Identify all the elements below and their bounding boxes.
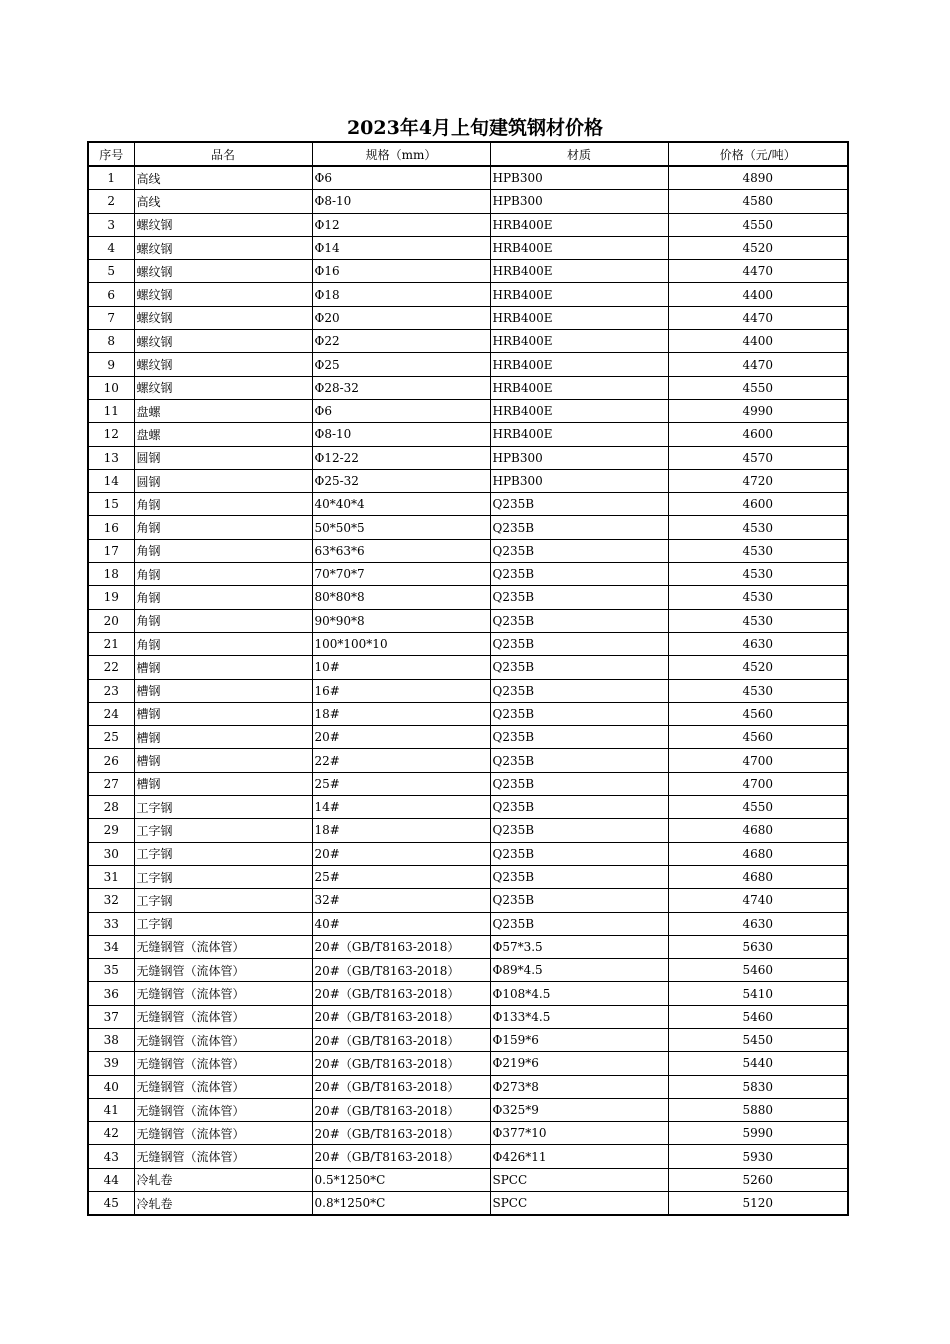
cell-seq: 28 [88, 796, 134, 819]
cell-material: HRB400E [490, 306, 668, 329]
table-row [88, 306, 848, 329]
cell-material: Φ133*4.5 [490, 1005, 668, 1028]
cell-name: 角钢 [134, 632, 312, 655]
table-row [88, 772, 848, 795]
cell-price: 4720 [668, 469, 848, 492]
table-row [88, 819, 848, 842]
cell-price: 4470 [668, 306, 848, 329]
cell-material: SPCC [490, 1192, 668, 1216]
cell-spec: 22# [312, 749, 490, 772]
table-row [88, 1028, 848, 1051]
cell-spec: 100*100*10 [312, 632, 490, 655]
cell-material: HRB400E [490, 353, 668, 376]
cell-seq: 13 [88, 446, 134, 469]
cell-spec: Φ6 [312, 166, 490, 190]
cell-price: 4630 [668, 912, 848, 935]
cell-price: 4570 [668, 446, 848, 469]
table-row [88, 236, 848, 259]
cell-price: 5260 [668, 1168, 848, 1191]
cell-material: Q235B [490, 819, 668, 842]
table-row [88, 1075, 848, 1098]
cell-name: 螺纹钢 [134, 260, 312, 283]
cell-material: Q235B [490, 679, 668, 702]
cell-name: 工字钢 [134, 796, 312, 819]
cell-seq: 26 [88, 749, 134, 772]
cell-spec: Φ12-22 [312, 446, 490, 469]
table-row [88, 353, 848, 376]
table-row [88, 726, 848, 749]
cell-price: 5830 [668, 1075, 848, 1098]
cell-material: Q235B [490, 586, 668, 609]
cell-name: 圆钢 [134, 446, 312, 469]
cell-name: 工字钢 [134, 912, 312, 935]
table-row [88, 469, 848, 492]
table-row [88, 1122, 848, 1145]
cell-seq: 34 [88, 935, 134, 958]
cell-seq: 9 [88, 353, 134, 376]
cell-seq: 21 [88, 632, 134, 655]
cell-material: HPB300 [490, 469, 668, 492]
cell-spec: 18# [312, 702, 490, 725]
cell-price: 4400 [668, 283, 848, 306]
table-row [88, 749, 848, 772]
table-row [88, 586, 848, 609]
cell-price: 4600 [668, 423, 848, 446]
table-row [88, 796, 848, 819]
cell-name: 角钢 [134, 563, 312, 586]
cell-spec: 90*90*8 [312, 609, 490, 632]
cell-name: 无缝钢管（流体管） [134, 982, 312, 1005]
cell-seq: 38 [88, 1028, 134, 1051]
cell-material: HRB400E [490, 260, 668, 283]
cell-price: 5630 [668, 935, 848, 958]
cell-price: 5450 [668, 1028, 848, 1051]
cell-seq: 29 [88, 819, 134, 842]
cell-spec: 20#（GB/T8163-2018） [312, 1075, 490, 1098]
cell-seq: 20 [88, 609, 134, 632]
cell-seq: 42 [88, 1122, 134, 1145]
cell-seq: 5 [88, 260, 134, 283]
cell-spec: 80*80*8 [312, 586, 490, 609]
cell-name: 螺纹钢 [134, 236, 312, 259]
cell-seq: 32 [88, 889, 134, 912]
table-row [88, 1098, 848, 1121]
cell-spec: 20# [312, 726, 490, 749]
cell-name: 无缝钢管（流体管） [134, 959, 312, 982]
cell-spec: 10# [312, 656, 490, 679]
cell-seq: 8 [88, 330, 134, 353]
cell-seq: 16 [88, 516, 134, 539]
cell-price: 4550 [668, 213, 848, 236]
cell-material: Φ377*10 [490, 1122, 668, 1145]
cell-name: 角钢 [134, 493, 312, 516]
table-row [88, 889, 848, 912]
cell-material: Φ108*4.5 [490, 982, 668, 1005]
cell-name: 槽钢 [134, 679, 312, 702]
cell-price: 4400 [668, 330, 848, 353]
cell-name: 角钢 [134, 516, 312, 539]
cell-price: 4560 [668, 726, 848, 749]
cell-price: 4530 [668, 563, 848, 586]
table-row [88, 912, 848, 935]
table-row [88, 213, 848, 236]
table-row [88, 399, 848, 422]
cell-price: 4470 [668, 260, 848, 283]
cell-name: 无缝钢管（流体管） [134, 1098, 312, 1121]
table-row [88, 1145, 848, 1168]
cell-seq: 45 [88, 1192, 134, 1216]
cell-spec: Φ8-10 [312, 190, 490, 213]
table-row [88, 982, 848, 1005]
table-row [88, 446, 848, 469]
cell-material: HPB300 [490, 166, 668, 190]
cell-seq: 25 [88, 726, 134, 749]
cell-price: 4530 [668, 516, 848, 539]
cell-price: 4680 [668, 865, 848, 888]
table-row [88, 166, 848, 190]
cell-name: 角钢 [134, 539, 312, 562]
cell-material: HRB400E [490, 376, 668, 399]
table-row [88, 330, 848, 353]
cell-price: 5460 [668, 1005, 848, 1028]
cell-spec: 25# [312, 865, 490, 888]
cell-price: 4680 [668, 842, 848, 865]
cell-seq: 12 [88, 423, 134, 446]
table-row [88, 423, 848, 446]
cell-spec: 40# [312, 912, 490, 935]
table-row [88, 1168, 848, 1191]
cell-price: 4580 [668, 190, 848, 213]
cell-name: 无缝钢管（流体管） [134, 1145, 312, 1168]
cell-seq: 41 [88, 1098, 134, 1121]
cell-name: 无缝钢管（流体管） [134, 935, 312, 958]
cell-seq: 36 [88, 982, 134, 1005]
cell-spec: Φ12 [312, 213, 490, 236]
cell-price: 4990 [668, 399, 848, 422]
table-row [88, 493, 848, 516]
cell-seq: 2 [88, 190, 134, 213]
table-row [88, 190, 848, 213]
cell-name: 工字钢 [134, 865, 312, 888]
cell-spec: 0.5*1250*C [312, 1168, 490, 1191]
cell-seq: 22 [88, 656, 134, 679]
cell-spec: Φ6 [312, 399, 490, 422]
cell-seq: 3 [88, 213, 134, 236]
cell-name: 冷轧卷 [134, 1168, 312, 1191]
cell-material: Q235B [490, 726, 668, 749]
cell-name: 螺纹钢 [134, 306, 312, 329]
table-row [88, 1192, 848, 1216]
cell-name: 盘螺 [134, 423, 312, 446]
cell-name: 工字钢 [134, 819, 312, 842]
cell-material: Q235B [490, 865, 668, 888]
cell-seq: 30 [88, 842, 134, 865]
table-row [88, 935, 848, 958]
cell-material: Q235B [490, 609, 668, 632]
cell-name: 盘螺 [134, 399, 312, 422]
header-name: 品名 [134, 142, 312, 166]
cell-seq: 19 [88, 586, 134, 609]
cell-spec: Φ16 [312, 260, 490, 283]
cell-name: 角钢 [134, 609, 312, 632]
cell-material: Q235B [490, 912, 668, 935]
cell-name: 槽钢 [134, 726, 312, 749]
cell-spec: 20#（GB/T8163-2018） [312, 982, 490, 1005]
cell-spec: 20#（GB/T8163-2018） [312, 1145, 490, 1168]
cell-material: Φ426*11 [490, 1145, 668, 1168]
table-header-row [88, 142, 848, 166]
cell-seq: 33 [88, 912, 134, 935]
cell-material: Φ325*9 [490, 1098, 668, 1121]
cell-name: 螺纹钢 [134, 213, 312, 236]
cell-seq: 37 [88, 1005, 134, 1028]
page-title: 2023年4月上旬建筑钢材价格 [346, 117, 604, 139]
table-row [88, 516, 848, 539]
cell-material: Q235B [490, 632, 668, 655]
cell-material: HRB400E [490, 399, 668, 422]
cell-material: Φ273*8 [490, 1075, 668, 1098]
cell-seq: 15 [88, 493, 134, 516]
cell-material: HRB400E [490, 236, 668, 259]
cell-seq: 1 [88, 166, 134, 190]
cell-material: Φ57*3.5 [490, 935, 668, 958]
cell-name: 槽钢 [134, 702, 312, 725]
cell-spec: 20# [312, 842, 490, 865]
table-row [88, 679, 848, 702]
cell-price: 5990 [668, 1122, 848, 1145]
cell-seq: 44 [88, 1168, 134, 1191]
cell-material: Q235B [490, 493, 668, 516]
cell-seq: 4 [88, 236, 134, 259]
cell-spec: 20#（GB/T8163-2018） [312, 959, 490, 982]
cell-spec: 20#（GB/T8163-2018） [312, 935, 490, 958]
cell-seq: 6 [88, 283, 134, 306]
table-body [88, 166, 848, 1215]
cell-price: 4740 [668, 889, 848, 912]
table-row [88, 260, 848, 283]
table-row [88, 842, 848, 865]
cell-name: 角钢 [134, 586, 312, 609]
table-row [88, 865, 848, 888]
cell-material: Φ89*4.5 [490, 959, 668, 982]
cell-price: 4680 [668, 819, 848, 842]
cell-name: 冷轧卷 [134, 1192, 312, 1216]
cell-material: Q235B [490, 842, 668, 865]
cell-name: 螺纹钢 [134, 283, 312, 306]
header-material: 材质 [490, 142, 668, 166]
cell-seq: 10 [88, 376, 134, 399]
table-row [88, 563, 848, 586]
cell-seq: 35 [88, 959, 134, 982]
cell-name: 槽钢 [134, 749, 312, 772]
cell-price: 4530 [668, 539, 848, 562]
cell-spec: 25# [312, 772, 490, 795]
cell-spec: 20#（GB/T8163-2018） [312, 1028, 490, 1051]
cell-material: Q235B [490, 539, 668, 562]
table-row [88, 702, 848, 725]
cell-spec: 70*70*7 [312, 563, 490, 586]
cell-seq: 7 [88, 306, 134, 329]
cell-seq: 39 [88, 1052, 134, 1075]
table-row [88, 539, 848, 562]
cell-name: 无缝钢管（流体管） [134, 1005, 312, 1028]
cell-name: 槽钢 [134, 656, 312, 679]
cell-name: 螺纹钢 [134, 353, 312, 376]
cell-spec: 63*63*6 [312, 539, 490, 562]
table-row [88, 632, 848, 655]
cell-price: 4700 [668, 772, 848, 795]
cell-name: 无缝钢管（流体管） [134, 1075, 312, 1098]
cell-name: 槽钢 [134, 772, 312, 795]
cell-material: HRB400E [490, 423, 668, 446]
cell-material: Q235B [490, 516, 668, 539]
cell-name: 螺纹钢 [134, 330, 312, 353]
cell-material: SPCC [490, 1168, 668, 1191]
cell-price: 4700 [668, 749, 848, 772]
cell-price: 5460 [668, 959, 848, 982]
cell-price: 4530 [668, 586, 848, 609]
cell-seq: 40 [88, 1075, 134, 1098]
header-seq: 序号 [88, 142, 134, 166]
cell-price: 4520 [668, 236, 848, 259]
cell-material: Φ219*6 [490, 1052, 668, 1075]
cell-seq: 24 [88, 702, 134, 725]
cell-spec: Φ28-32 [312, 376, 490, 399]
cell-price: 4470 [668, 353, 848, 376]
cell-spec: Φ22 [312, 330, 490, 353]
cell-material: Q235B [490, 656, 668, 679]
cell-seq: 27 [88, 772, 134, 795]
cell-spec: Φ14 [312, 236, 490, 259]
cell-price: 4520 [668, 656, 848, 679]
cell-price: 4550 [668, 376, 848, 399]
cell-spec: 20#（GB/T8163-2018） [312, 1122, 490, 1145]
cell-seq: 31 [88, 865, 134, 888]
cell-price: 5120 [668, 1192, 848, 1216]
table-row [88, 656, 848, 679]
table-row [88, 959, 848, 982]
cell-material: Q235B [490, 702, 668, 725]
cell-material: Φ159*6 [490, 1028, 668, 1051]
cell-spec: 14# [312, 796, 490, 819]
cell-material: HRB400E [490, 330, 668, 353]
cell-spec: 18# [312, 819, 490, 842]
cell-spec: Φ18 [312, 283, 490, 306]
cell-price: 4890 [668, 166, 848, 190]
cell-material: HRB400E [490, 213, 668, 236]
cell-material: Q235B [490, 749, 668, 772]
cell-spec: 20#（GB/T8163-2018） [312, 1098, 490, 1121]
cell-name: 无缝钢管（流体管） [134, 1122, 312, 1145]
cell-spec: 20#（GB/T8163-2018） [312, 1005, 490, 1028]
cell-spec: 0.8*1250*C [312, 1192, 490, 1216]
cell-name: 圆钢 [134, 469, 312, 492]
cell-price: 4560 [668, 702, 848, 725]
cell-material: HPB300 [490, 446, 668, 469]
cell-seq: 23 [88, 679, 134, 702]
price-table [87, 141, 849, 1216]
cell-seq: 14 [88, 469, 134, 492]
cell-spec: 32# [312, 889, 490, 912]
header-price: 价格（元/吨） [668, 142, 848, 166]
cell-price: 5930 [668, 1145, 848, 1168]
cell-name: 无缝钢管（流体管） [134, 1052, 312, 1075]
cell-name: 工字钢 [134, 842, 312, 865]
cell-seq: 18 [88, 563, 134, 586]
cell-material: Q235B [490, 889, 668, 912]
table-row [88, 376, 848, 399]
header-spec: 规格（mm） [312, 142, 490, 166]
cell-name: 无缝钢管（流体管） [134, 1028, 312, 1051]
cell-price: 4630 [668, 632, 848, 655]
cell-seq: 43 [88, 1145, 134, 1168]
cell-spec: 20#（GB/T8163-2018） [312, 1052, 490, 1075]
cell-material: Q235B [490, 563, 668, 586]
cell-spec: Φ8-10 [312, 423, 490, 446]
cell-price: 4530 [668, 609, 848, 632]
cell-spec: Φ25 [312, 353, 490, 376]
cell-spec: Φ25-32 [312, 469, 490, 492]
table-row [88, 1005, 848, 1028]
cell-spec: 16# [312, 679, 490, 702]
cell-name: 工字钢 [134, 889, 312, 912]
cell-price: 5410 [668, 982, 848, 1005]
cell-price: 5440 [668, 1052, 848, 1075]
cell-material: Q235B [490, 772, 668, 795]
cell-price: 5880 [668, 1098, 848, 1121]
cell-name: 螺纹钢 [134, 376, 312, 399]
cell-material: HRB400E [490, 283, 668, 306]
cell-name: 高线 [134, 190, 312, 213]
cell-name: 高线 [134, 166, 312, 190]
cell-seq: 17 [88, 539, 134, 562]
table-row [88, 609, 848, 632]
cell-material: HPB300 [490, 190, 668, 213]
cell-price: 4550 [668, 796, 848, 819]
cell-material: Q235B [490, 796, 668, 819]
table-row [88, 283, 848, 306]
cell-seq: 11 [88, 399, 134, 422]
cell-spec: Φ20 [312, 306, 490, 329]
cell-spec: 50*50*5 [312, 516, 490, 539]
cell-price: 4600 [668, 493, 848, 516]
table-row [88, 1052, 848, 1075]
cell-spec: 40*40*4 [312, 493, 490, 516]
cell-price: 4530 [668, 679, 848, 702]
